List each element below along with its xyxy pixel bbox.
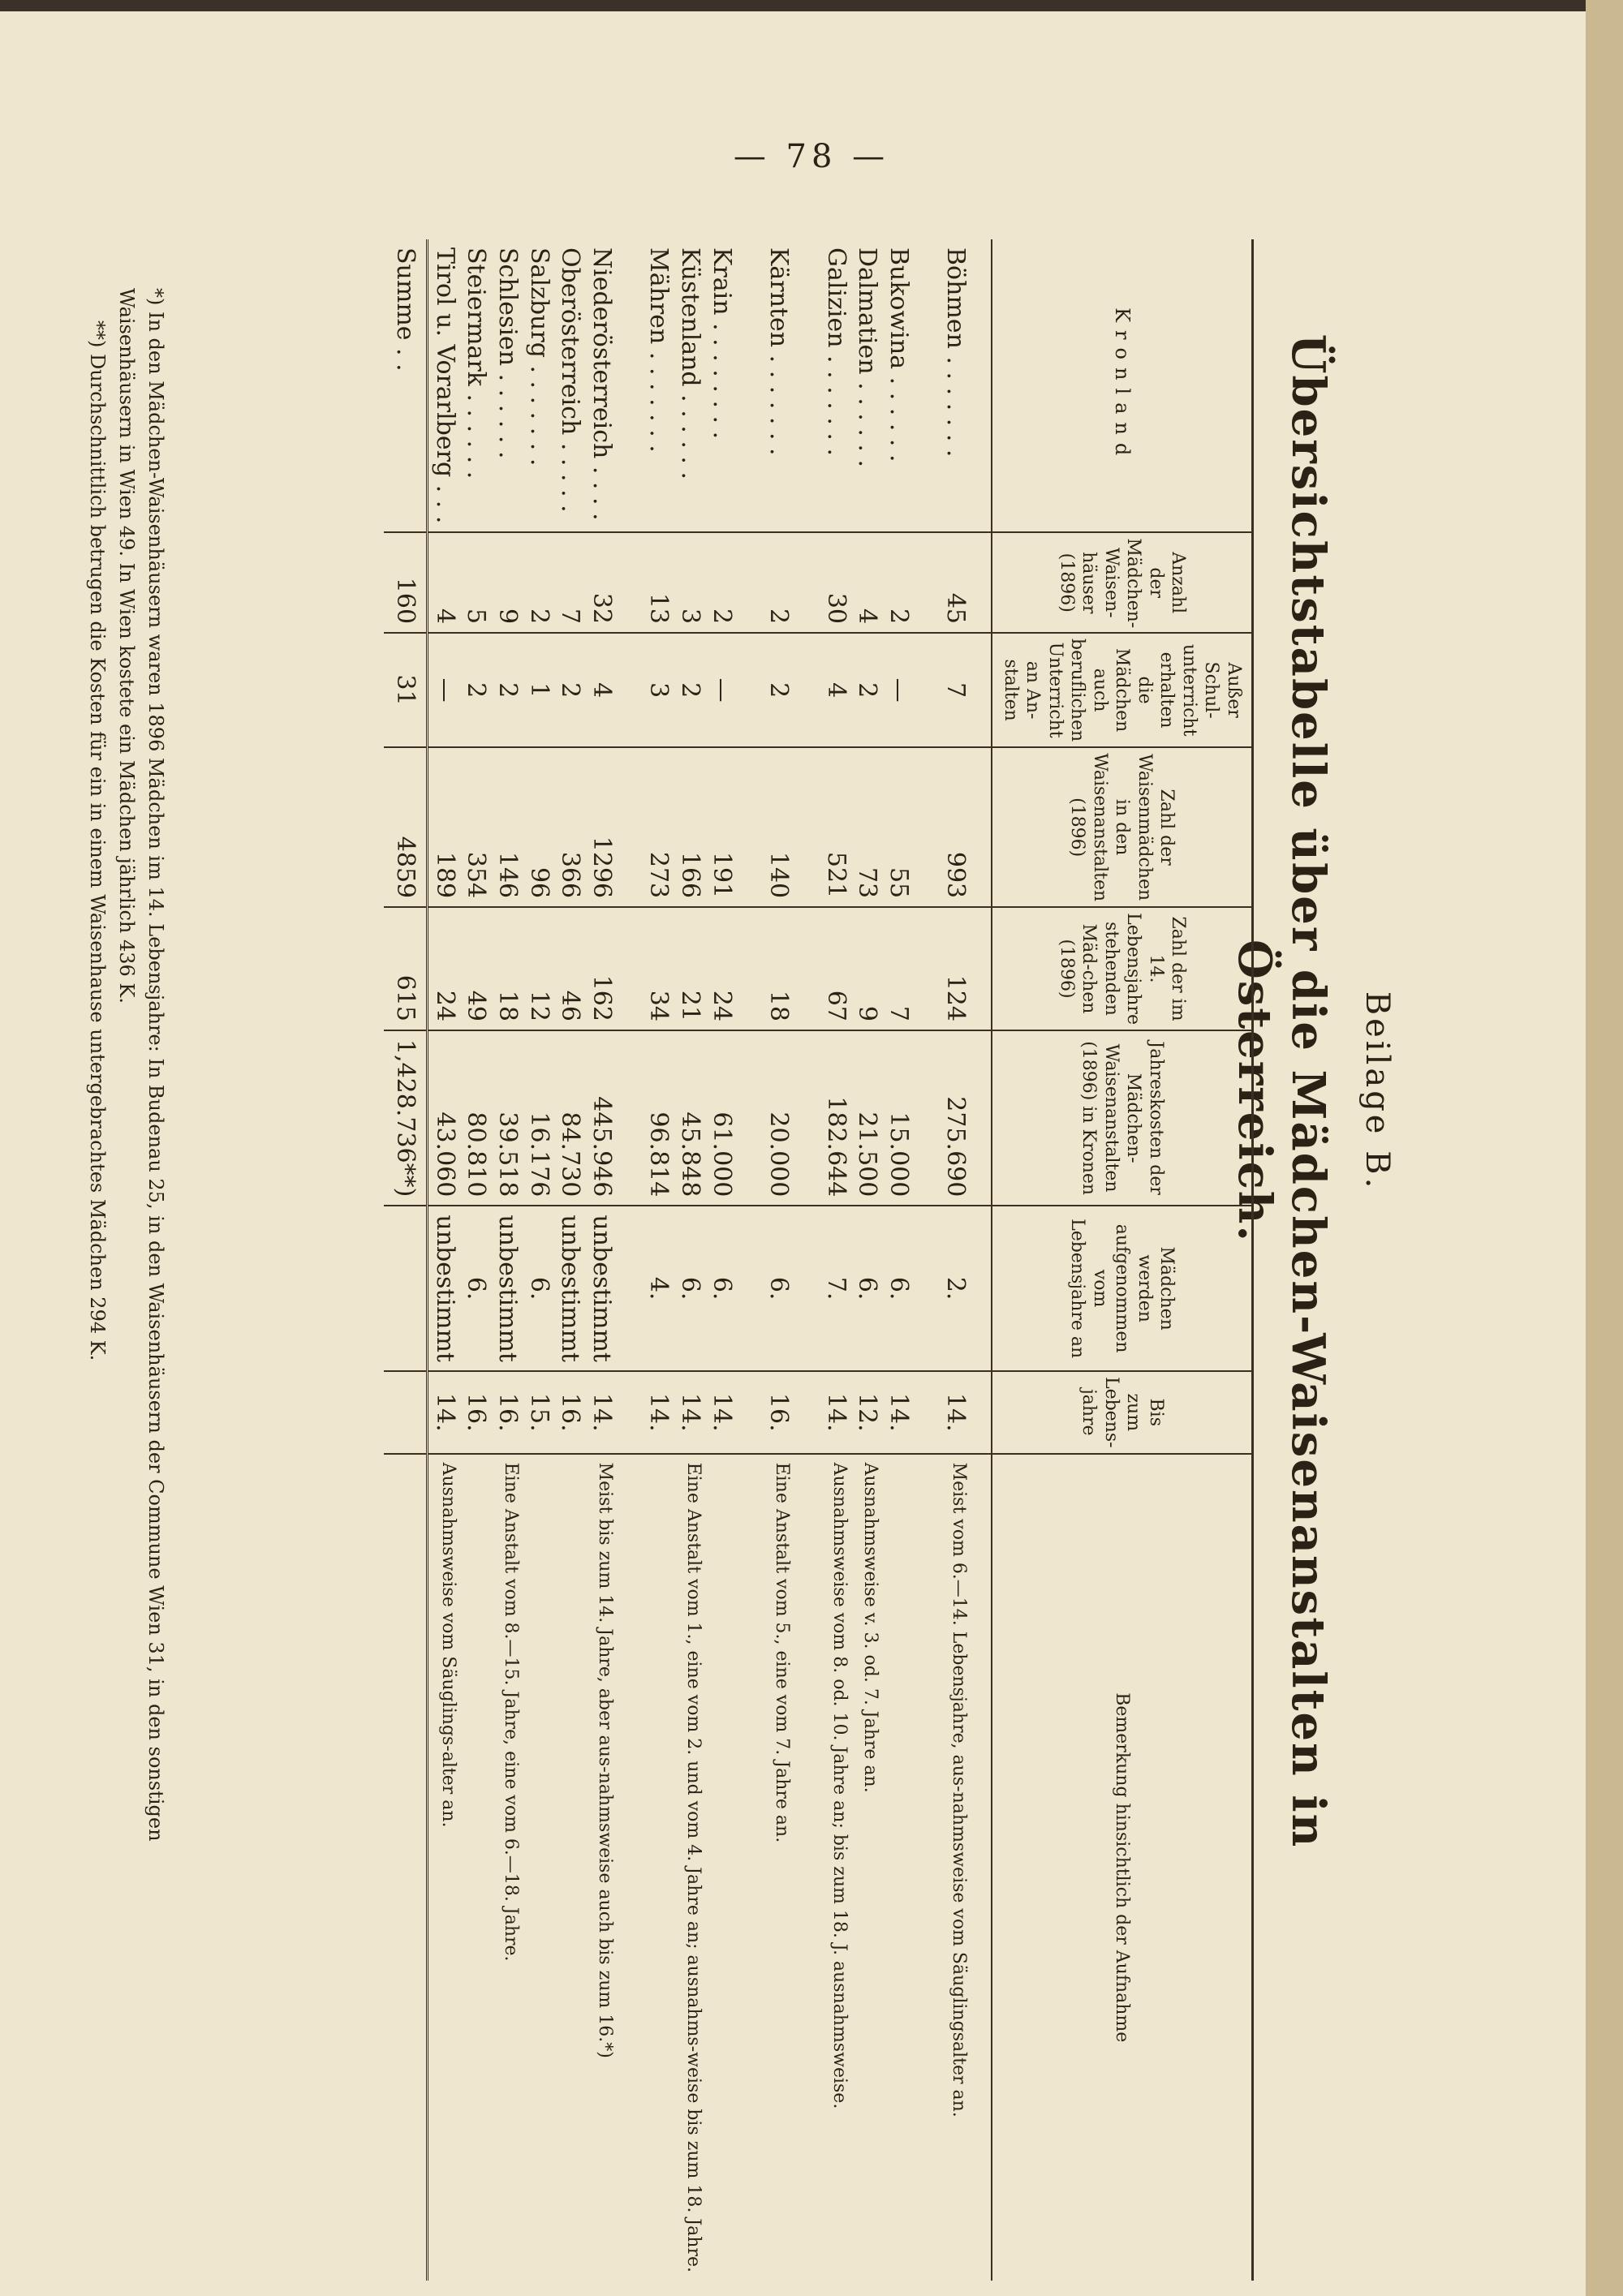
table-header-row	[992, 239, 1253, 2281]
beruf-cell: 2	[460, 633, 492, 747]
table-title: Übersichtstabelle über die Mädchen-Waisenanstalten in Österreich.	[1228, 333, 1335, 1849]
kosten-cell: 15.000	[882, 1030, 914, 1206]
beruf-cell: 2	[763, 633, 794, 747]
kosten-cell: 80.810	[460, 1030, 492, 1206]
anzahl-cell: 32	[585, 532, 617, 633]
kosten-cell: 45.848	[674, 1030, 705, 1206]
kosten-cell: 16.176	[523, 1030, 554, 1206]
table-row	[554, 239, 586, 2281]
bis-cell: 14.	[428, 1371, 460, 1454]
spacer-cell	[617, 747, 643, 907]
vierzehn-cell: 21	[674, 907, 705, 1030]
appendix-label: Beilage B.	[1358, 991, 1396, 1192]
group-spacer	[794, 239, 820, 2281]
bis-cell: 16.	[554, 1371, 586, 1454]
header-kosten: Jahreskosten der Mädchen-Waisenanstalten (1896) in Kronen	[992, 1030, 1253, 1206]
kosten-cell: 43.060	[428, 1030, 460, 1206]
spacer-cell	[737, 633, 763, 747]
header-anzahl: Anzahl der Mädchen-Waisen-häuser (1896)	[992, 532, 1253, 633]
overview-table	[384, 239, 1254, 2281]
bis-cell: 16.	[763, 1371, 794, 1454]
rotated-page-content	[86, 215, 1404, 2272]
kosten-cell: 21.500	[851, 1030, 883, 1206]
spacer-cell	[737, 532, 763, 633]
land-cell: Küstenland . . . . . .	[675, 247, 704, 480]
table-row	[882, 239, 914, 2281]
vierzehn-cell: 24	[428, 907, 460, 1030]
spacer-cell	[617, 532, 643, 633]
table-row	[585, 239, 617, 2281]
spacer-cell	[617, 1030, 643, 1206]
group-spacer	[617, 239, 643, 2281]
spacer-cell	[794, 907, 820, 1030]
kosten-cell: 275.690	[940, 1030, 992, 1206]
footnote-2: **) Durchschnittlich betrugen die Kosten für ein in einem Waisenhause untergebrachtes Mädchen 294 K.	[86, 320, 109, 1361]
sum-empty-cell	[384, 1371, 428, 1454]
vierzehn-cell: 9	[851, 907, 883, 1030]
land-cell: Bukowina . . . . . .	[884, 247, 913, 462]
vierzehn-cell: 49	[460, 907, 492, 1030]
vierzehn-cell: 12	[523, 907, 554, 1030]
spacer-cell	[914, 1030, 940, 1206]
header-beruflich: Außer Schul-unterricht erhalten die Mädchen auch beruflichen Unterricht an An-stalten	[992, 633, 1253, 747]
table-row	[851, 239, 883, 2281]
bis-cell: 14.	[674, 1371, 705, 1454]
spacer-cell	[737, 747, 763, 907]
spacer-cell	[737, 239, 763, 532]
beruf-cell: 2	[851, 633, 883, 747]
spacer-cell	[914, 907, 940, 1030]
spacer-cell	[914, 1206, 940, 1371]
land-cell: Böhmen . . . . . . .	[941, 247, 971, 458]
kosten-cell: 445.946	[585, 1030, 617, 1206]
von-cell: 6.	[705, 1206, 737, 1371]
land-cell: Salzburg . . . . . . .	[524, 247, 553, 467]
bis-cell: 16.	[460, 1371, 492, 1454]
header-zahl: Zahl der Waisenmädchen in den Waisenanstalten (1896)	[992, 747, 1253, 907]
vierzehn-cell: 7	[882, 907, 914, 1030]
header-von: Mädchen werden aufgenommen vom Lebensjahre an	[992, 1206, 1253, 1371]
spacer-cell	[737, 1371, 763, 1454]
spacer-cell	[914, 239, 940, 532]
table-row	[428, 239, 460, 2281]
beruf-cell: 2	[674, 633, 705, 747]
bemerkung-cell: Eine Anstalt vom 1., eine vom 2. und vom 4. Jahre an; ausnahms-weise bis zum 18. Jahre.	[674, 1454, 705, 2281]
bemerkung-cell: Meist vom 6.—14. Lebensjahre, aus-nahmsweise vom Säuglingsalter an.	[940, 1454, 992, 2281]
zahl-cell: 354	[460, 747, 492, 907]
spacer-cell	[794, 633, 820, 747]
bis-cell: 14.	[585, 1371, 617, 1454]
bemerkung-cell: Ausnahmsweise v. 3. od. 7. Jahre an.	[851, 1454, 883, 2281]
table-row	[523, 239, 554, 2281]
sum-row	[384, 239, 428, 2281]
beruf-cell: 4	[820, 633, 851, 747]
bis-cell: 14.	[705, 1371, 737, 1454]
header-bemerkung: Bemerkung hinsichtlich der Aufnahme	[992, 1454, 1253, 2281]
vierzehn-cell: 46	[554, 907, 586, 1030]
von-cell: 6.	[763, 1206, 794, 1371]
bis-cell: 12.	[851, 1371, 883, 1454]
anzahl-cell: 4	[428, 532, 460, 633]
spacer-cell	[617, 239, 643, 532]
table-body	[384, 239, 992, 2281]
page-edge	[1586, 0, 1623, 2296]
anzahl-cell: 3	[674, 532, 705, 633]
von-cell: unbestimmt	[585, 1206, 617, 1371]
beruf-cell: 3	[643, 633, 674, 747]
vierzehn-cell: 162	[585, 907, 617, 1030]
spacer-cell	[737, 1030, 763, 1206]
anzahl-cell: 2	[523, 532, 554, 633]
anzahl-cell: 13	[643, 532, 674, 633]
spacer-cell	[914, 532, 940, 633]
spacer-cell	[794, 239, 820, 532]
land-cell: Kärnten . . . . . . .	[764, 247, 794, 456]
group-spacer	[914, 239, 940, 2281]
bemerkung-cell: Ausnahmsweise vom 8. od. 10. Jahre an; bis zum 18. J. ausnahmsweise.	[820, 1454, 851, 2281]
bemerkung-cell: Eine Anstalt vom 5., eine vom 7. Jahre an.	[763, 1454, 794, 2281]
bis-cell: 14.	[882, 1371, 914, 1454]
bemerkung-cell: Eine Anstalt vom 8.—15. Jahre, eine vom 6.—18. Jahre.	[491, 1454, 523, 2281]
von-cell: 7.	[820, 1206, 851, 1371]
anzahl-cell: 2	[763, 532, 794, 633]
vierzehn-cell: 18	[763, 907, 794, 1030]
von-cell: unbestimmt	[491, 1206, 523, 1371]
land-cell: Oberösterreich . . . . .	[556, 247, 585, 513]
spacer-cell	[794, 1030, 820, 1206]
von-cell: 4.	[643, 1206, 674, 1371]
sum-anzahl: 160	[384, 532, 428, 633]
sum-beruf: 31	[384, 633, 428, 747]
sum-empty-cell	[384, 1206, 428, 1371]
bemerkung-cell	[882, 1454, 914, 2281]
vierzehn-cell: 18	[491, 907, 523, 1030]
table-row	[674, 239, 705, 2281]
von-cell: 6.	[523, 1206, 554, 1371]
zahl-cell: 1296	[585, 747, 617, 907]
spacer-cell	[617, 1206, 643, 1371]
bemerkung-cell	[643, 1454, 674, 2281]
bemerkung-cell	[460, 1454, 492, 2281]
anzahl-cell: 2	[882, 532, 914, 633]
spacer-cell	[794, 532, 820, 633]
spacer-cell	[617, 1371, 643, 1454]
table-row	[491, 239, 523, 2281]
beruf-cell: —	[428, 633, 460, 747]
zahl-cell: 140	[763, 747, 794, 907]
sum-label: Summe . .	[384, 239, 428, 532]
anzahl-cell: 4	[851, 532, 883, 633]
vierzehn-cell: 124	[940, 907, 992, 1030]
beruf-cell: 2	[491, 633, 523, 747]
footnotes	[83, 239, 170, 1951]
kosten-cell: 61.000	[705, 1030, 737, 1206]
von-cell: 2.	[940, 1206, 992, 1371]
spacer-cell	[737, 1206, 763, 1371]
sum-empty-cell	[384, 1454, 428, 2281]
zahl-cell: 273	[643, 747, 674, 907]
land-cell: Steiermark . . . . . .	[462, 247, 491, 479]
anzahl-cell: 9	[491, 532, 523, 633]
table-row	[763, 239, 794, 2281]
spacer-cell	[794, 1206, 820, 1371]
land-cell: Tirol u. Vorarlberg . . .	[430, 247, 459, 524]
table-row	[940, 239, 992, 2281]
zahl-cell: 96	[523, 747, 554, 907]
land-cell: Mähren . . . . . . .	[644, 247, 674, 453]
beruf-cell: 2	[554, 633, 586, 747]
zahl-cell: 73	[851, 747, 883, 907]
spacer-cell	[617, 907, 643, 1030]
anzahl-cell: 30	[820, 532, 851, 633]
spacer-cell	[737, 907, 763, 1030]
beruf-cell: —	[882, 633, 914, 747]
bis-cell: 14.	[643, 1371, 674, 1454]
sum-kosten: 1,428.736**)	[384, 1030, 428, 1206]
table-row	[820, 239, 851, 2281]
bemerkung-cell	[554, 1454, 586, 2281]
zahl-cell: 366	[554, 747, 586, 907]
beruf-cell: —	[705, 633, 737, 747]
bemerkung-cell: Ausnahmsweise vom Säuglings-alter an.	[428, 1454, 460, 2281]
sum-vierzehn: 615	[384, 907, 428, 1030]
group-spacer	[737, 239, 763, 2281]
zahl-cell: 189	[428, 747, 460, 907]
kosten-cell: 39.518	[491, 1030, 523, 1206]
spacer-cell	[794, 1371, 820, 1454]
land-cell: Dalmatien . . . . . .	[853, 247, 882, 468]
zahl-cell: 993	[940, 747, 992, 907]
header-kronland: Kronland	[992, 239, 1253, 532]
anzahl-cell: 2	[705, 532, 737, 633]
von-cell: unbestimmt	[428, 1206, 460, 1371]
zahl-cell: 146	[491, 747, 523, 907]
vierzehn-cell: 34	[643, 907, 674, 1030]
sum-zahl: 4859	[384, 747, 428, 907]
kosten-cell: 84.730	[554, 1030, 586, 1206]
von-cell: 6.	[882, 1206, 914, 1371]
land-cell: Galizien . . . . . . .	[821, 247, 850, 457]
spacer-cell	[794, 747, 820, 907]
zahl-cell: 191	[705, 747, 737, 907]
zahl-cell: 521	[820, 747, 851, 907]
spacer-cell	[617, 633, 643, 747]
land-cell: Niederösterreich . . . .	[587, 247, 616, 521]
header-bis: Bis zum Lebens-jahre	[992, 1371, 1253, 1454]
von-cell: 6.	[851, 1206, 883, 1371]
zahl-cell: 55	[882, 747, 914, 907]
spacer-cell	[914, 747, 940, 907]
bemerkung-cell	[705, 1454, 737, 2281]
bemerkung-cell: Meist bis zum 14. Jahre, aber aus-nahmsweise auch bis zum 16.*)	[585, 1454, 617, 2281]
anzahl-cell: 5	[460, 532, 492, 633]
top-edge-strip	[0, 0, 1623, 11]
kosten-cell: 96.814	[643, 1030, 674, 1206]
table-row	[460, 239, 492, 2281]
page-number: — 78 —	[733, 138, 890, 175]
spacer-cell	[794, 1454, 820, 2281]
von-cell: 6.	[674, 1206, 705, 1371]
bis-cell: 15.	[523, 1371, 554, 1454]
vierzehn-cell: 67	[820, 907, 851, 1030]
footnote-1-continued: Waisenhäusern in Wien 49. In Wien kostete ein Mädchen jährlich 436 K.	[115, 288, 138, 1004]
spacer-cell	[914, 1454, 940, 2281]
zahl-cell: 166	[674, 747, 705, 907]
table-row	[643, 239, 674, 2281]
land-cell: Krain . . . . . . . .	[707, 247, 736, 440]
von-cell: 6.	[460, 1206, 492, 1371]
anzahl-cell: 45	[940, 532, 992, 633]
bemerkung-cell	[523, 1454, 554, 2281]
von-cell: unbestimmt	[554, 1206, 586, 1371]
spacer-cell	[914, 1371, 940, 1454]
kosten-cell: 20.000	[763, 1030, 794, 1206]
spacer-cell	[737, 1454, 763, 2281]
spacer-cell	[914, 633, 940, 747]
vierzehn-cell: 24	[705, 907, 737, 1030]
bis-cell: 16.	[491, 1371, 523, 1454]
table-row	[705, 239, 737, 2281]
land-cell: Schlesien . . . . . .	[493, 247, 522, 459]
spacer-cell	[617, 1454, 643, 2281]
beruf-cell: 7	[940, 633, 992, 747]
bis-cell: 14.	[940, 1371, 992, 1454]
header-vierzehn: Zahl der im 14. Lebensjahre stehenden Mäd-chen (1896)	[992, 907, 1253, 1030]
bis-cell: 14.	[820, 1371, 851, 1454]
anzahl-cell: 7	[554, 532, 586, 633]
beruf-cell: 1	[523, 633, 554, 747]
beruf-cell: 4	[585, 633, 617, 747]
kosten-cell: 182.644	[820, 1030, 851, 1206]
footnote-1: *) In den Mädchen-Waisenhäusern waren 1896 Mädchen im 14. Lebensjahre: In Budenau 25, in den Waisenhäusern der Commune Wien 31, in den sonstigen	[144, 288, 167, 1842]
